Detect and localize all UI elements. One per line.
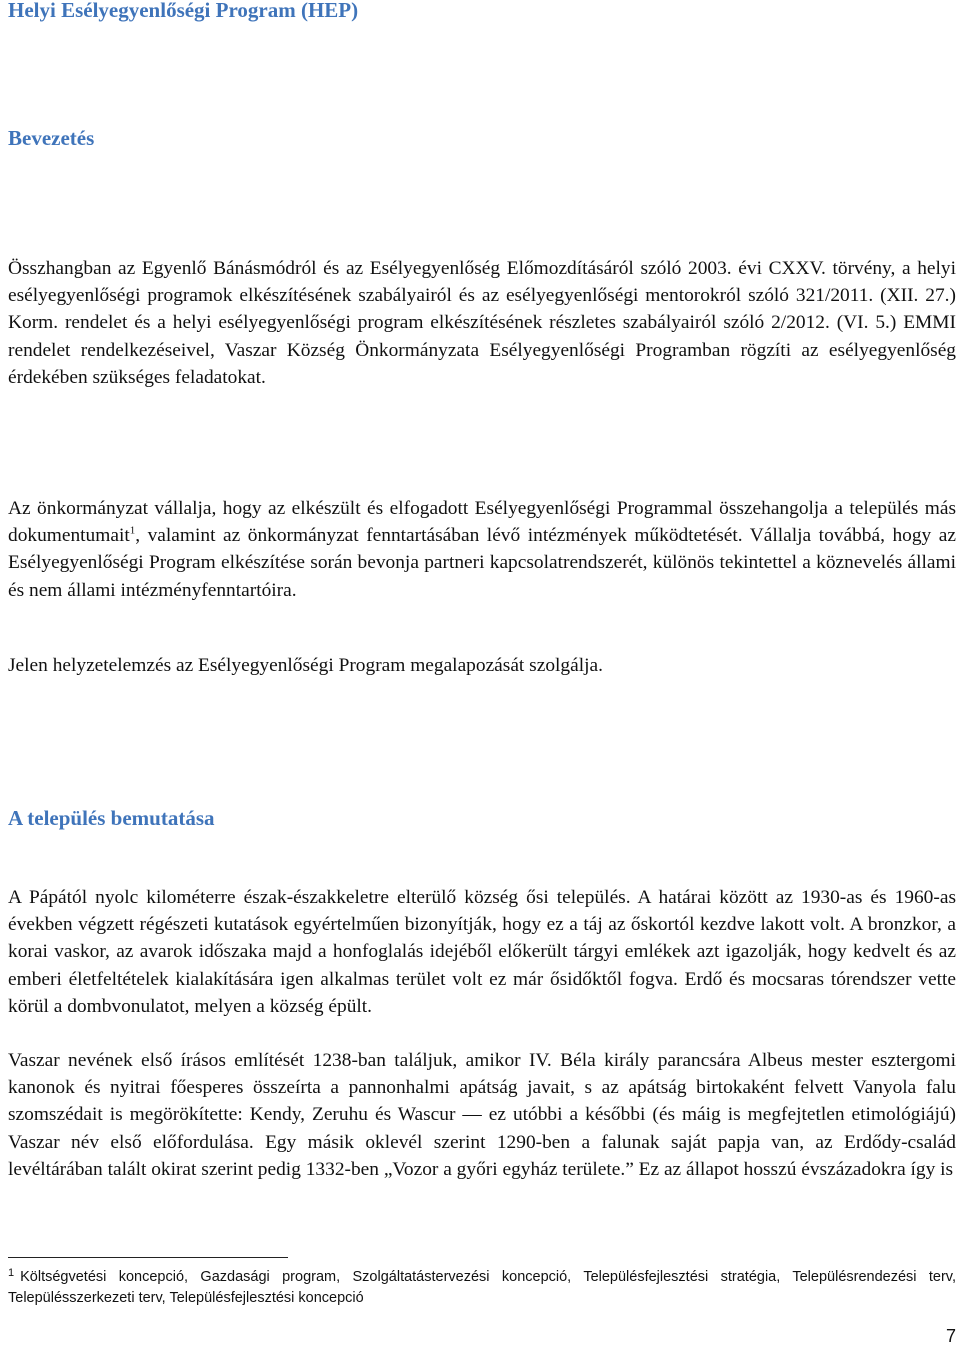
- paragraph-commitment: [8, 495, 956, 604]
- paragraph-legal-basis: Összhangban az Egyenlő Bánásmódról és az Esélyegyenlőség Előmozdításáról szóló 2003. évi CXXV. törvény, a helyi esélyegyenlőségi programok elkészítésének szabályairól és az esélyegyenlőségi mentorokról szóló 321/2011. (XII. 27.) Korm. rendelet és a helyi esélyegyenlőségi program elkészítésének részletes szabályairól szóló 2/2012. (VI. 5.) EMMI rendelet rendelkezéseivel, Vaszar Község Önkormányzata Esélyegyenlőségi Programban rögzíti az esélyegyenlőség érdekében szükséges feladatokat.: [8, 258, 956, 388]
- footnote-text: Költségvetési koncepció, Gazdasági program, Szolgáltatástervezési koncepció, Településfejlesztési stratégia, Településrendezési terv, Településszerkezeti terv, Településfejlesztési koncepció: [8, 1269, 956, 1306]
- paragraph-purpose: Jelen helyzetelemzés az Esélyegyenlőségi Program megalapozását szolgálja.: [8, 655, 603, 676]
- footnote-mark: 1: [8, 1267, 15, 1279]
- section-heading-intro: Bevezetés: [8, 126, 95, 150]
- page-number: 7: [945, 1326, 956, 1346]
- footnote-reference: 1: [129, 524, 136, 537]
- paragraph-commitment-text-a: Az önkormányzat vállalja, hogy az elkészült és elfogadott Esélyegyenlőségi Programmal összehangolja a település más dokumentumait: [8, 498, 956, 547]
- paragraph-name-history: Vaszar nevének első írásos említését 1238-ban találjuk, amikor IV. Béla király parancsára Albeus mester esztergomi kanonok és nyitrai főesperes összeírta a pannonhalmi apátság javait, s az apátság birtokaként felvett Vanyola falu szomszédait is megörökítette: Kendy, Zeruhu és Wascur — ez utóbbi a későbbi (és máig is megfejtetlen etimológiájú) Vaszar név első előfordulása. Egy másik oklevél szerint 1290-ben a falunak saját papja van, az Erdődy-család levéltárában talált okirat szerint pedig 1332-ben „Vozor a győri egyház területe.” Ez az állapot hosszú évszázadokra így is: [8, 1050, 956, 1180]
- footnote-divider: [8, 1257, 288, 1258]
- paragraph-settlement-history: A Pápától nyolc kilométerre észak-északkeletre elterülő község ősi település. A határai között az 1930-as és 1960-as években végzett régészeti kutatások egyértelműen bizonyítják, hogy ez a táj az őskortól kezdve lakott volt. A bronzkor, a korai vaskor, az avarok időszaka majd a honfoglalás idejéből előkerült tárgyi emlékek azt igazolják, hogy kedvelt és az emberi életfeltételek kialakítására igen alkalmas terület volt ez már ősidőktől fogva. Erdő és mocsaras tórendszer vette körül a dombvonulatot, melyen a község épült.: [8, 887, 956, 1017]
- paragraph-commitment-text-b: , valamint az önkormányzat fenntartásában lévő intézmények működtetését. Vállalja továbbá, hogy az Esélyegyenlőségi Program elkészítése során bevonja partneri kapcsolatrendszerét, különös tekintettel a köznevelés állami és nem állami intézményfenntartóira.: [8, 525, 956, 601]
- section-heading-settlement: A település bemutatása: [8, 806, 215, 830]
- footnote: [8, 1267, 956, 1309]
- page-title: Helyi Esélyegyenlőségi Program (HEP): [8, 0, 359, 22]
